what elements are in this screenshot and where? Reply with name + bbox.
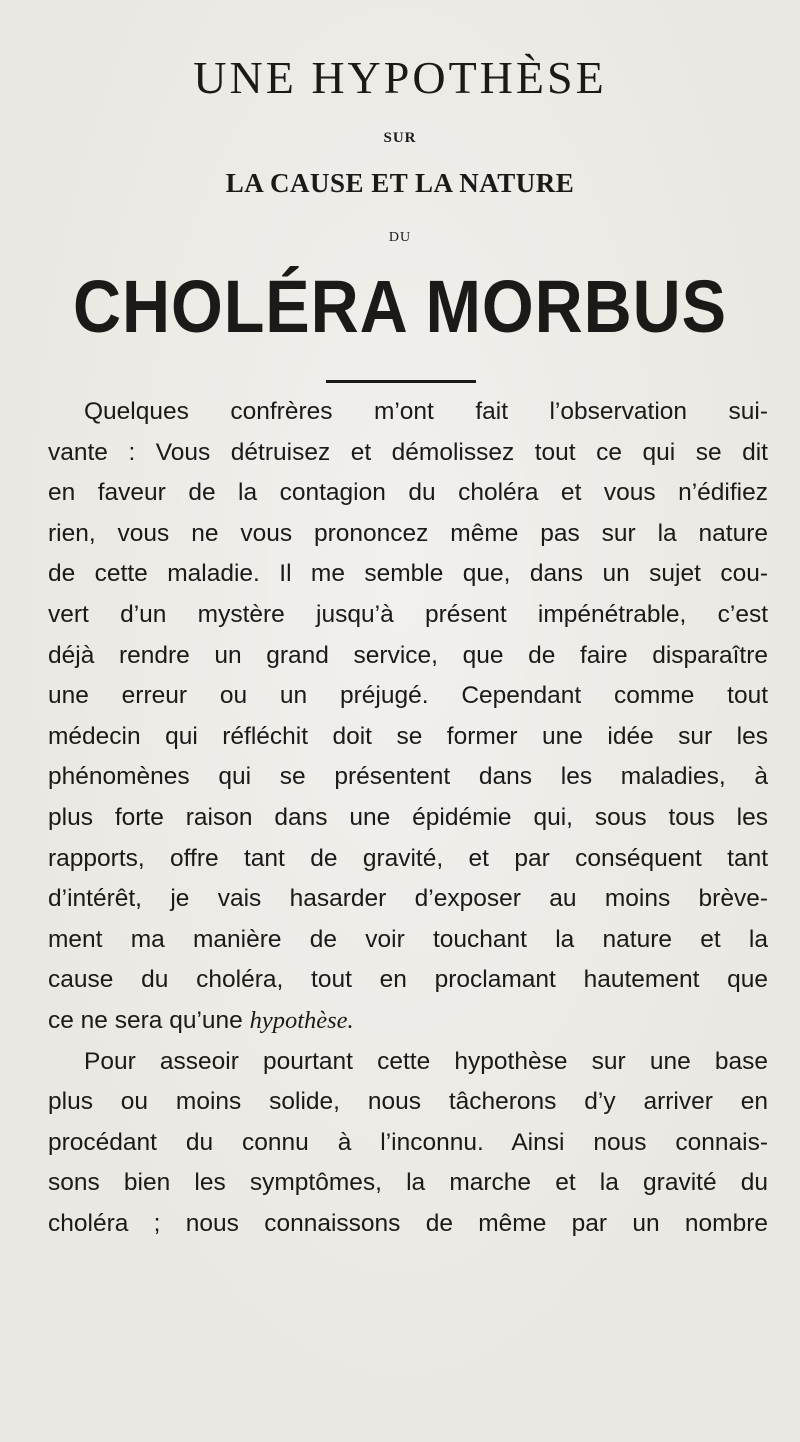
- text-line: d’intérêt, je vais hasarder d’exposer au moins brève-: [48, 885, 768, 913]
- text-line: médecin qui réfléchit doit se former une idée sur les: [48, 722, 768, 750]
- text-line: vante : Vous détruisez et démolissez tout ce qui se dit: [48, 438, 768, 466]
- title-divider: [326, 380, 476, 383]
- title-main: CHOLÉRA MORBUS: [73, 265, 727, 348]
- text-line: rien, vous ne vous prononcez même pas sur la nature: [48, 519, 768, 547]
- text-line: cause du choléra, tout en proclamant hautement que: [48, 966, 768, 994]
- text-line: vert d’un mystère jusqu’à présent impénétrable, c’est: [48, 600, 768, 628]
- text-line: une erreur ou un préjugé. Cependant comme tout: [48, 682, 768, 710]
- text-line: de cette maladie. Il me semble que, dans un sujet cou-: [48, 560, 768, 588]
- final-line-text: ce ne sera qu’une: [48, 1006, 243, 1034]
- text-line: Quelques confrères m’ont fait l’observation sui-: [84, 398, 768, 425]
- text-line-final: [48, 1001, 768, 1042]
- text-line: procédant du connu à l’inconnu. Ainsi nous connais-: [48, 1128, 768, 1156]
- text-line: rapports, offre tant de gravité, et par conséquent tant: [48, 844, 768, 872]
- text-line: en faveur de la contagion du choléra et vous n’édifiez: [48, 479, 768, 507]
- title-line-3: LA CAUSE ET LA NATURE: [225, 168, 575, 198]
- text-line: phénomènes qui se présentent dans les maladies, à: [48, 763, 768, 791]
- title-line-1: UNE HYPOTHÈSE: [193, 52, 607, 103]
- text-line: choléra ; nous connaissons de même par un nombre: [48, 1209, 768, 1237]
- text-line: plus ou moins solide, nous tâcherons d’y arriver en: [48, 1088, 768, 1116]
- final-line-italic: hypothèse.: [249, 1006, 354, 1034]
- title-line-4: DU: [388, 230, 412, 245]
- text-line: ment ma manière de voir touchant la nature et la: [48, 925, 768, 953]
- body-text: [48, 392, 768, 1244]
- title-line-2: SUR: [383, 130, 417, 146]
- text-line: déjà rendre un grand service, que de faire disparaître: [48, 641, 768, 669]
- text-line: Pour asseoir pourtant cette hypothèse sur une base: [84, 1047, 768, 1075]
- text-line: plus forte raison dans une épidémie qui, sous tous les: [48, 803, 768, 831]
- text-line: sons bien les symptômes, la marche et la gravité du: [48, 1169, 768, 1197]
